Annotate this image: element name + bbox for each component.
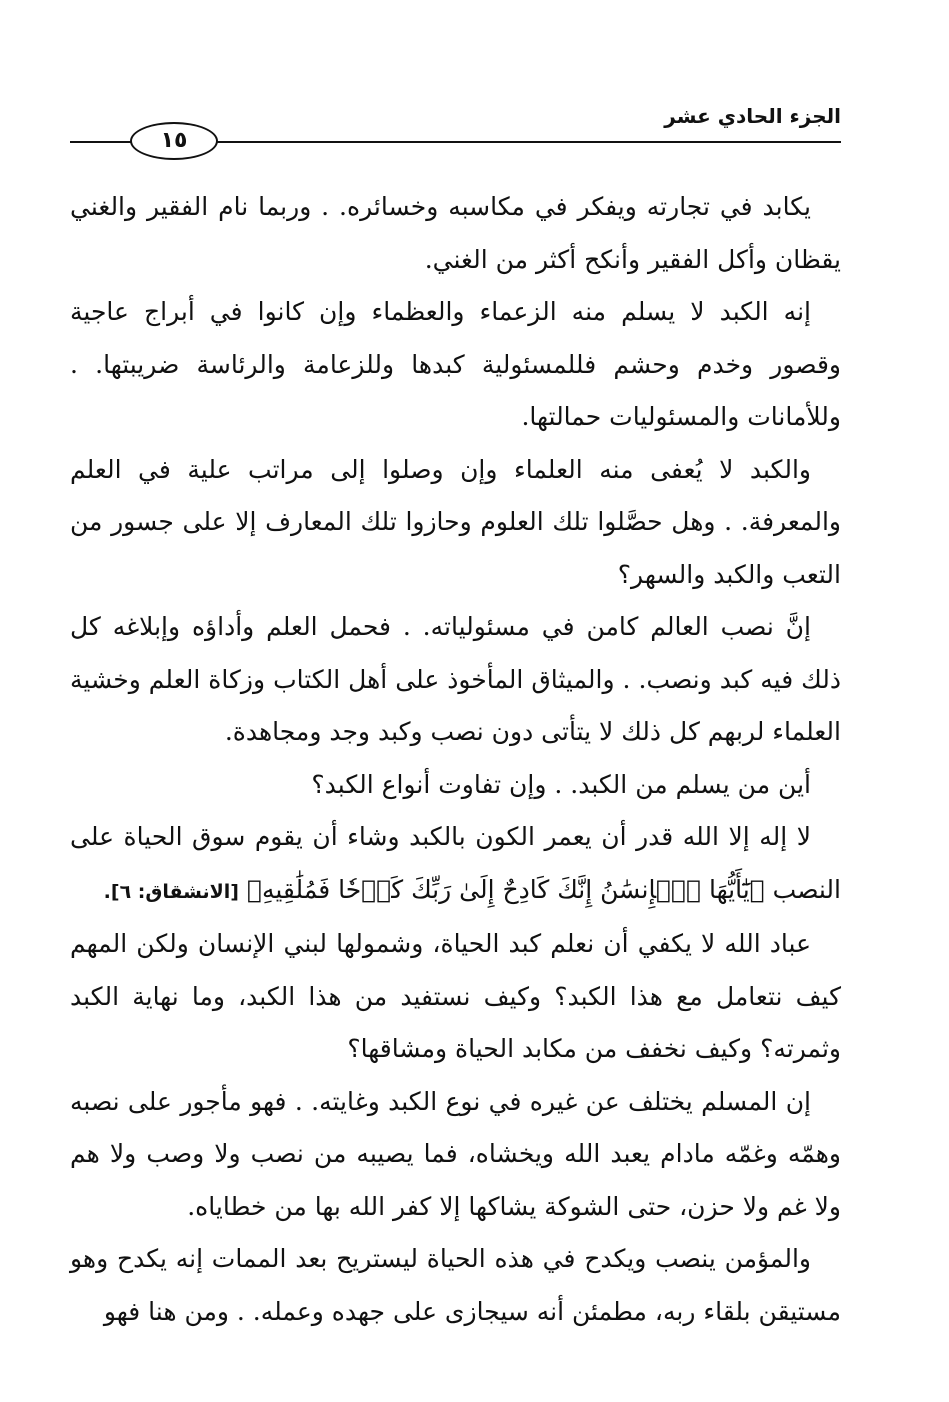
paragraph: يكابد في تجارته ويفكر في مكاسبه وخسائره. . وربما نام الفقير والغني يقظان وأكل الفقير وأنكح أكثر من الغني. <box>70 192 841 274</box>
verse-reference: [الانشقاق: ٦]. <box>103 880 239 903</box>
quran-quote-paragraph <box>70 811 841 918</box>
paragraph: عباد الله لا يكفي أن نعلم كبد الحياة، وشمولها لبني الإنسان ولكن المهم كيف نتعامل مع هذا الكبد؟ وكيف نستفيد من هذا الكبد، وما نهاية الكبد وثمرته؟ وكيف نخفف من مكابد الحياة ومشاقها؟ <box>70 929 841 1063</box>
paragraph: إنَّ نصب العالم كامن في مسئولياته. . فحمل العلم وأداؤه وإبلاغه كل ذلك فيه كبد ونصب. . والميثاق المأخوذ على أهل الكتاب وزكاة العلم وخشية العلماء لربهم كل ذلك لا يتأتى دون نصب وكبد وجد ومجاهدة. <box>70 612 841 746</box>
quote-lead-text: لا إله إلا الله قدر أن يعمر الكون بالكبد وشاء أن يقوم سوق الحياة على النصب <box>70 822 841 904</box>
quran-verse: ﴿يَٰٓأَيُّهَا ٱلۡإِنسَٰنُ إِنَّكَ كَادِحٌ إِلَىٰ رَبِّكَ كَدۡحٗا فَمُلَٰقِيهِ﴾ <box>246 874 765 904</box>
running-title: الجزء الحادي عشر <box>664 104 841 128</box>
page-header <box>70 96 841 156</box>
paragraph: إن المسلم يختلف عن غيره في نوع الكبد وغايته. . فهو مأجور على نصبه وهمّه وغمّه مادام يعبد الله ويخشاه، فما يصيبه من نصب ولا وصب ولا هم ولا غم ولا حزن، حتى الشوكة يشاكها إلا كفر الله بها من خطاياه. <box>70 1086 841 1221</box>
page-number: ١٥ <box>130 122 218 160</box>
paragraph: إنه الكبد لا يسلم منه الزعماء والعظماء وإن كانوا في أبراج عاجية وقصور وخدم وحشم فللمسئولية كبدها وللزعامة والرئاسة ضريبتها. . وللأمانات والمسئوليات حمالتها. <box>70 297 841 431</box>
paragraph: أين من يسلم من الكبد. . وإن تفاوت أنواع الكبد؟ <box>311 769 811 799</box>
paragraph: والمؤمن ينصب ويكدح في هذه الحياة ليستريح بعد الممات إنه يكدح وهو مستيقن بلقاء ربه، مطمئن أنه سيجازى على جهده وعمله. . ومن هنا فهو <box>70 1244 841 1326</box>
body-text <box>70 181 841 1338</box>
paragraph: والكبد لا يُعفى منه العلماء وإن وصلوا إلى مراتب علية في العلم والمعرفة. . وهل حصَّلوا تلك العلوم وحازوا تلك المعارف إلا على جسور من التعب والكبد والسهر؟ <box>70 454 841 589</box>
